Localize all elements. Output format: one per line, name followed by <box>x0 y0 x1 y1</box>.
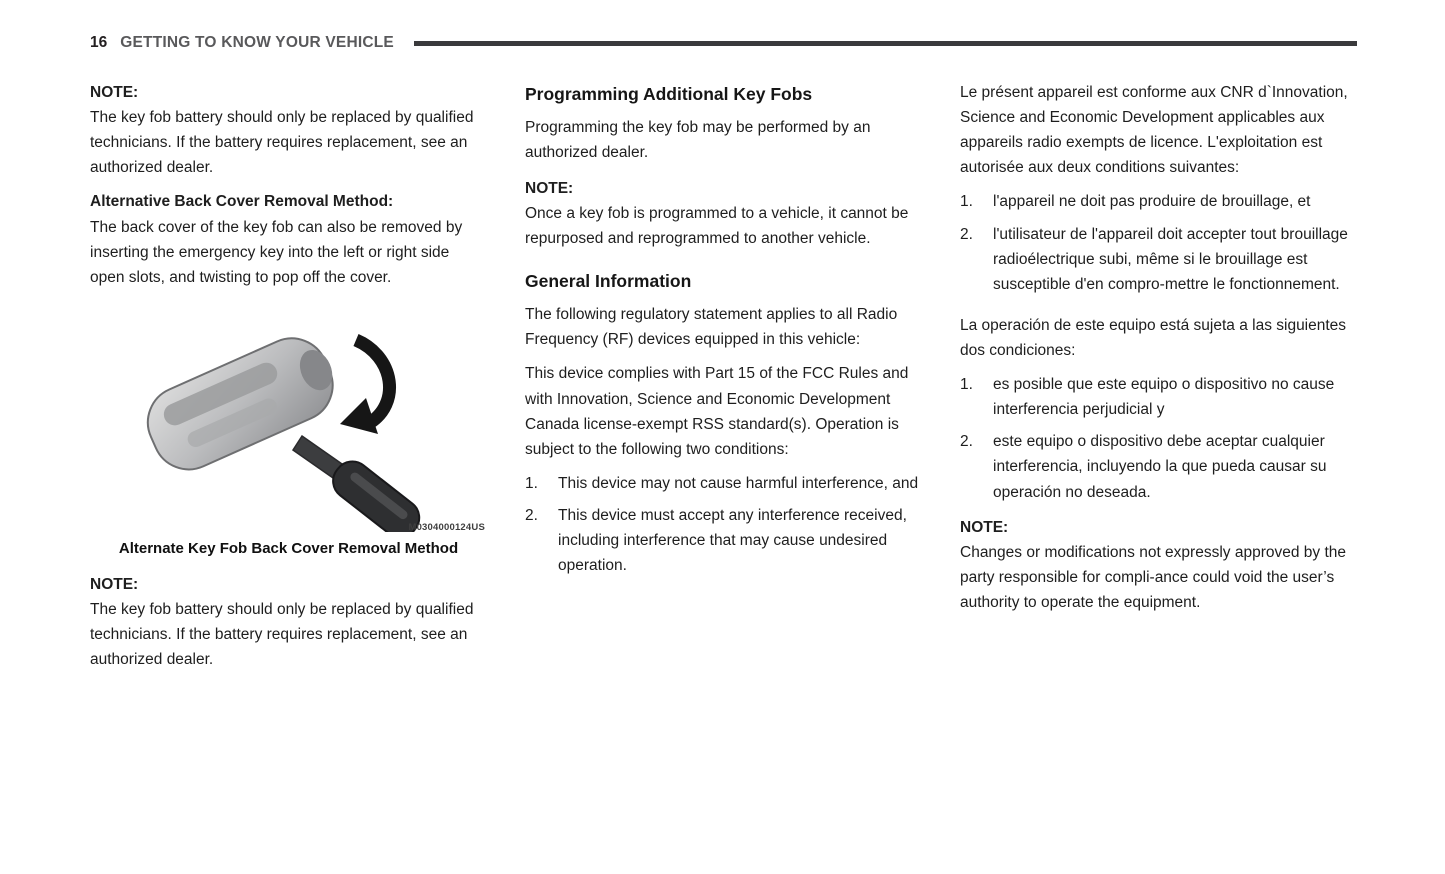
list-text: l'utilisateur de l'appareil doit accepter tout brouillage radioélectrique subi, même si le brouillage est susceptible d'en compro-mettre le fonctionnement. <box>993 225 1348 293</box>
note-text: Once a key fob is programmed to a vehicle, it cannot be repurposed and reprogrammed to another vehicle. <box>525 204 909 247</box>
section-heading-general-information: General Information <box>525 270 692 291</box>
section-heading-programming: Programming Additional Key Fobs <box>525 84 813 104</box>
list-text: es posible que este equipo o dispositivo no cause interferencia perjudicial y <box>993 376 1335 419</box>
list-item <box>525 471 922 496</box>
list-text: l'appareil ne doit pas produire de brouillage, et <box>993 193 1311 211</box>
note-text: Changes or modifications not expressly approved by the party responsible for compli-ance could void the user’s authority to operate the equipment. <box>960 543 1346 611</box>
statement-intro-es: La operación de este equipo está sujeta a las siguientes dos condiciones: <box>960 316 1347 359</box>
figure-caption: Alternate Key Fob Back Cover Removal Method <box>118 540 459 558</box>
content-columns <box>90 80 1357 681</box>
note-text: The key fob battery should only be replaced by qualified technicians. If the battery requires replacement, see an authorized dealer. <box>90 600 474 668</box>
list-number: 2. <box>960 433 973 451</box>
list-number: 1. <box>960 193 973 211</box>
regulatory-statement-intro: The following regulatory statement applies to all Radio Frequency (RF) devices equipped in this vehicle: <box>525 306 898 349</box>
fcc-statement: This device complies with Part 15 of the FCC Rules and with Innovation, Science and Economic Development Canada license-exempt RSS standard(s). Operation is subject to the following two conditions: <box>525 365 909 458</box>
list-text: This device may not cause harmful interference, and <box>558 474 919 492</box>
list-text: This device must accept any interference received, including interference that may cause undesired operation. <box>558 507 907 575</box>
list-item <box>960 372 1357 422</box>
note-label: NOTE: <box>90 84 139 101</box>
chapter-title: GETTING TO KNOW YOUR VEHICLE <box>120 34 394 51</box>
list-text: este equipo o dispositivo debe aceptar cualquier interferencia, incluyendo la que pueda causar su operación no deseada. <box>993 433 1327 501</box>
note-label: NOTE: <box>90 575 139 593</box>
list-number: 2. <box>960 225 973 243</box>
cnr-conditions-list-fr <box>960 189 1357 296</box>
list-item <box>525 503 922 578</box>
note-label: NOTE: <box>525 179 574 197</box>
note-label: NOTE: <box>960 518 1009 536</box>
key-fob-figure <box>90 320 487 562</box>
cnr-statement-fr: Le présent appareil est conforme aux CNR d`Innovation, Science and Economic Development applicables aux appareils radio exempts de licence. L'exploitation est autorisée aux deux conditions suivantes: <box>960 84 1348 177</box>
column-2 <box>525 80 922 588</box>
alternative-removal-text: The back cover of the key fob can also be removed by inserting the emergency key into the left or right side open slots, and twisting to pop off the cover. <box>90 218 463 286</box>
column-1 <box>90 80 487 681</box>
list-item <box>960 189 1357 214</box>
fcc-conditions-list <box>525 471 922 578</box>
conditions-list-es <box>960 372 1357 505</box>
page-header <box>90 34 1357 52</box>
column-3 <box>960 80 1357 624</box>
alternative-removal-subheading: Alternative Back Cover Removal Method: <box>90 193 394 211</box>
figure-reference-code: M0304000124US <box>408 521 485 533</box>
header-rule <box>414 41 1357 46</box>
note-text: The key fob battery should only be replaced by qualified technicians. If the battery requires replacement, see an authorized dealer. <box>90 109 474 177</box>
list-item <box>960 222 1357 297</box>
list-number: 2. <box>525 507 538 524</box>
list-item <box>960 429 1357 504</box>
list-number: 1. <box>525 474 538 492</box>
programming-text: Programming the key fob may be performed by an authorized dealer. <box>525 119 871 162</box>
key-fob-illustration <box>124 320 454 532</box>
page-number: 16 <box>90 34 108 51</box>
list-number: 1. <box>960 376 973 394</box>
